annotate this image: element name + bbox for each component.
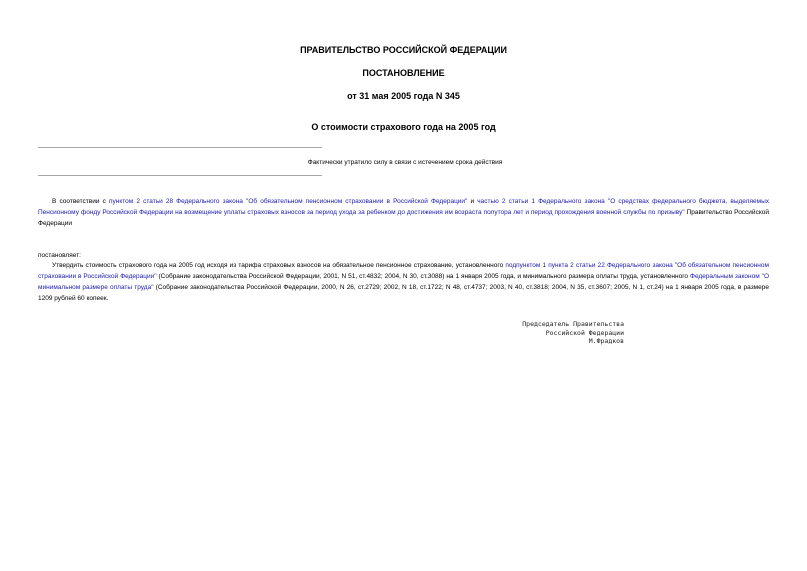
body-text-1: Утвердить стоимость страхового года на 2005 год исходя из тарифа страховых взносов на обязательное пенсионное страхование, установленного <box>52 262 506 269</box>
body-paragraph <box>38 260 769 304</box>
body-text-3: (Собрание законодательства Российской Федерации, 2000, N 26, ст.2729; 2002, N 18, ст.1722; N 48, ст.4737; 2003, N 40, ст.3818; 2004, N 35, ст.3607; 2005, N 1, ст.24) на 1 января 2005 года, в размере 1209 рублей 60 копеек. <box>38 284 769 302</box>
divider-bottom <box>38 175 322 176</box>
link-article-22[interactable]: подпунктом 1 пункта 2 статьи 22 Федерального закона "Об обязательном пенсионном страховании в Российской Федерации" <box>38 262 769 280</box>
basis-text-3: Правительство Российской Федерации <box>38 209 769 227</box>
link-federal-budget-law[interactable]: частью 2 статьи 1 Федерального закона "О средствах федерального бюджета, выделяемых Пенсионному фонду Российской Федерации на возмещение уплаты страховых взносов за период ухода за ребенком до достижения им возраста полутора лет и период прохождения военной службы по призыву" <box>38 198 770 216</box>
signature-block <box>460 320 624 346</box>
link-article-28[interactable]: пунктом 2 статьи 28 Федерального закона "Об обязательном пенсионном страховании в Российской Федерации" <box>108 198 468 205</box>
basis-paragraph <box>38 196 769 229</box>
link-minimum-wage-law[interactable]: Федеральным законом "О минимальном размере оплаты труда" <box>38 273 769 291</box>
status-note: Фактически утратило силу в связи с истечением срока действия <box>307 159 503 166</box>
date-number-heading: от 31 мая 2005 года N 345 <box>347 91 460 101</box>
basis-text-2: и <box>467 198 478 205</box>
document-type-heading: ПОСТАНОВЛЕНИЕ <box>362 68 445 78</box>
divider-top <box>38 147 322 148</box>
body-text-2: (Собрание законодательства Российской Федерации, 2001, N 51, ст.4832; 2004, N 30, ст.3088) на 1 января 2005 года, и минимального размера оплаты труда, установленного <box>156 273 690 280</box>
basis-text-1: В соответствии с <box>52 198 109 205</box>
government-heading: ПРАВИТЕЛЬСТВО РОССИЙСКОЙ ФЕДЕРАЦИИ <box>300 45 507 55</box>
signature-position: Председатель Правительства <box>522 320 624 328</box>
decree-word: постановляет: <box>38 252 81 259</box>
document-title: О стоимости страхового года на 2005 год <box>311 122 496 132</box>
signature-name: М.Фрадков <box>588 337 624 345</box>
signature-country: Российской Федерации <box>545 328 624 337</box>
